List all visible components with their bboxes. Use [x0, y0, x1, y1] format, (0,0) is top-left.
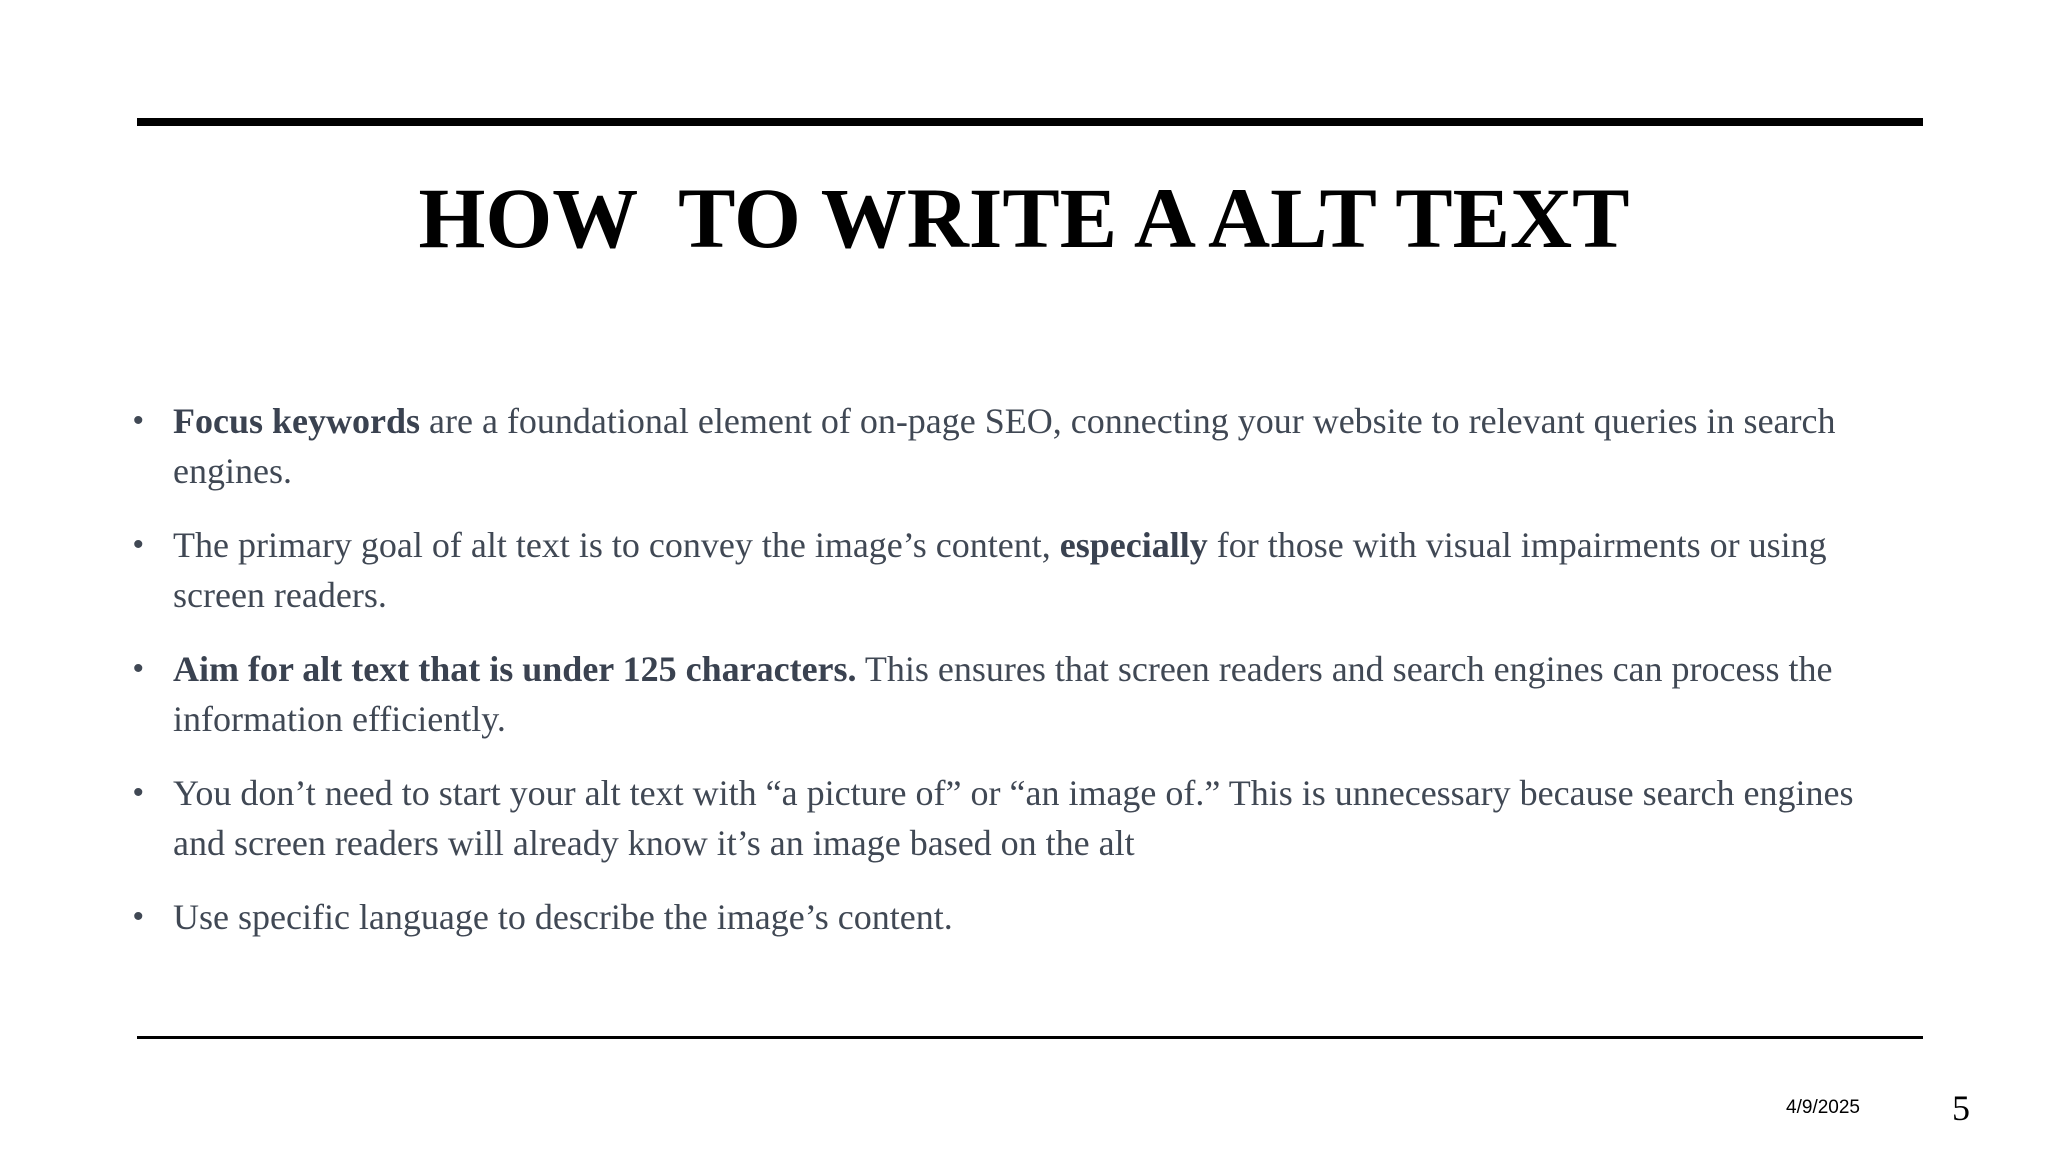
bullet-dot: •: [133, 404, 144, 437]
bullet-dot: •: [133, 776, 144, 809]
bullet-dot: •: [133, 652, 144, 685]
bullet-text: The primary goal of alt text is to convey the image’s content,: [173, 525, 1060, 565]
bullet-bold-text: especially: [1059, 525, 1208, 565]
bullet-item-no-picture-of: [133, 768, 1913, 868]
bullet-item-primary-goal: [133, 520, 1913, 620]
bullet-item-character-limit: [133, 644, 1913, 744]
bullet-text: Use specific language to describe the image’s content.: [173, 897, 953, 937]
bullet-item-focus-keywords: [133, 396, 1913, 496]
bottom-rule: [137, 1036, 1923, 1039]
bullet-bold-text: Focus keywords: [173, 401, 421, 441]
bullet-text: are a foundational element of on-page SEO, connecting your website to relevant queries in search engines.: [173, 401, 1836, 491]
page-number: 5: [1952, 1088, 1970, 1128]
footer-date: 4/9/2025: [1786, 1097, 1860, 1118]
bullet-text: for those with visual impairments or using screen readers.: [173, 525, 1827, 615]
bullet-bold-text: Aim for alt text that is under 125 characters.: [173, 649, 857, 689]
bullet-text: This ensures that screen readers and search engines can process the information efficiently.: [173, 649, 1833, 739]
top-rule: [137, 118, 1923, 126]
bullet-item-specific-language: [133, 892, 1913, 942]
bullet-list: [133, 396, 1913, 966]
bullet-text: You don’t need to start your alt text with “a picture of” or “an image of.” This is unnecessary because search engines and screen readers will already know it’s an image based on the alt: [173, 773, 1854, 863]
bullet-dot: •: [133, 900, 144, 933]
bullet-dot: •: [133, 528, 144, 561]
slide-title: HOW TO WRITE A ALT TEXT: [418, 170, 1630, 266]
